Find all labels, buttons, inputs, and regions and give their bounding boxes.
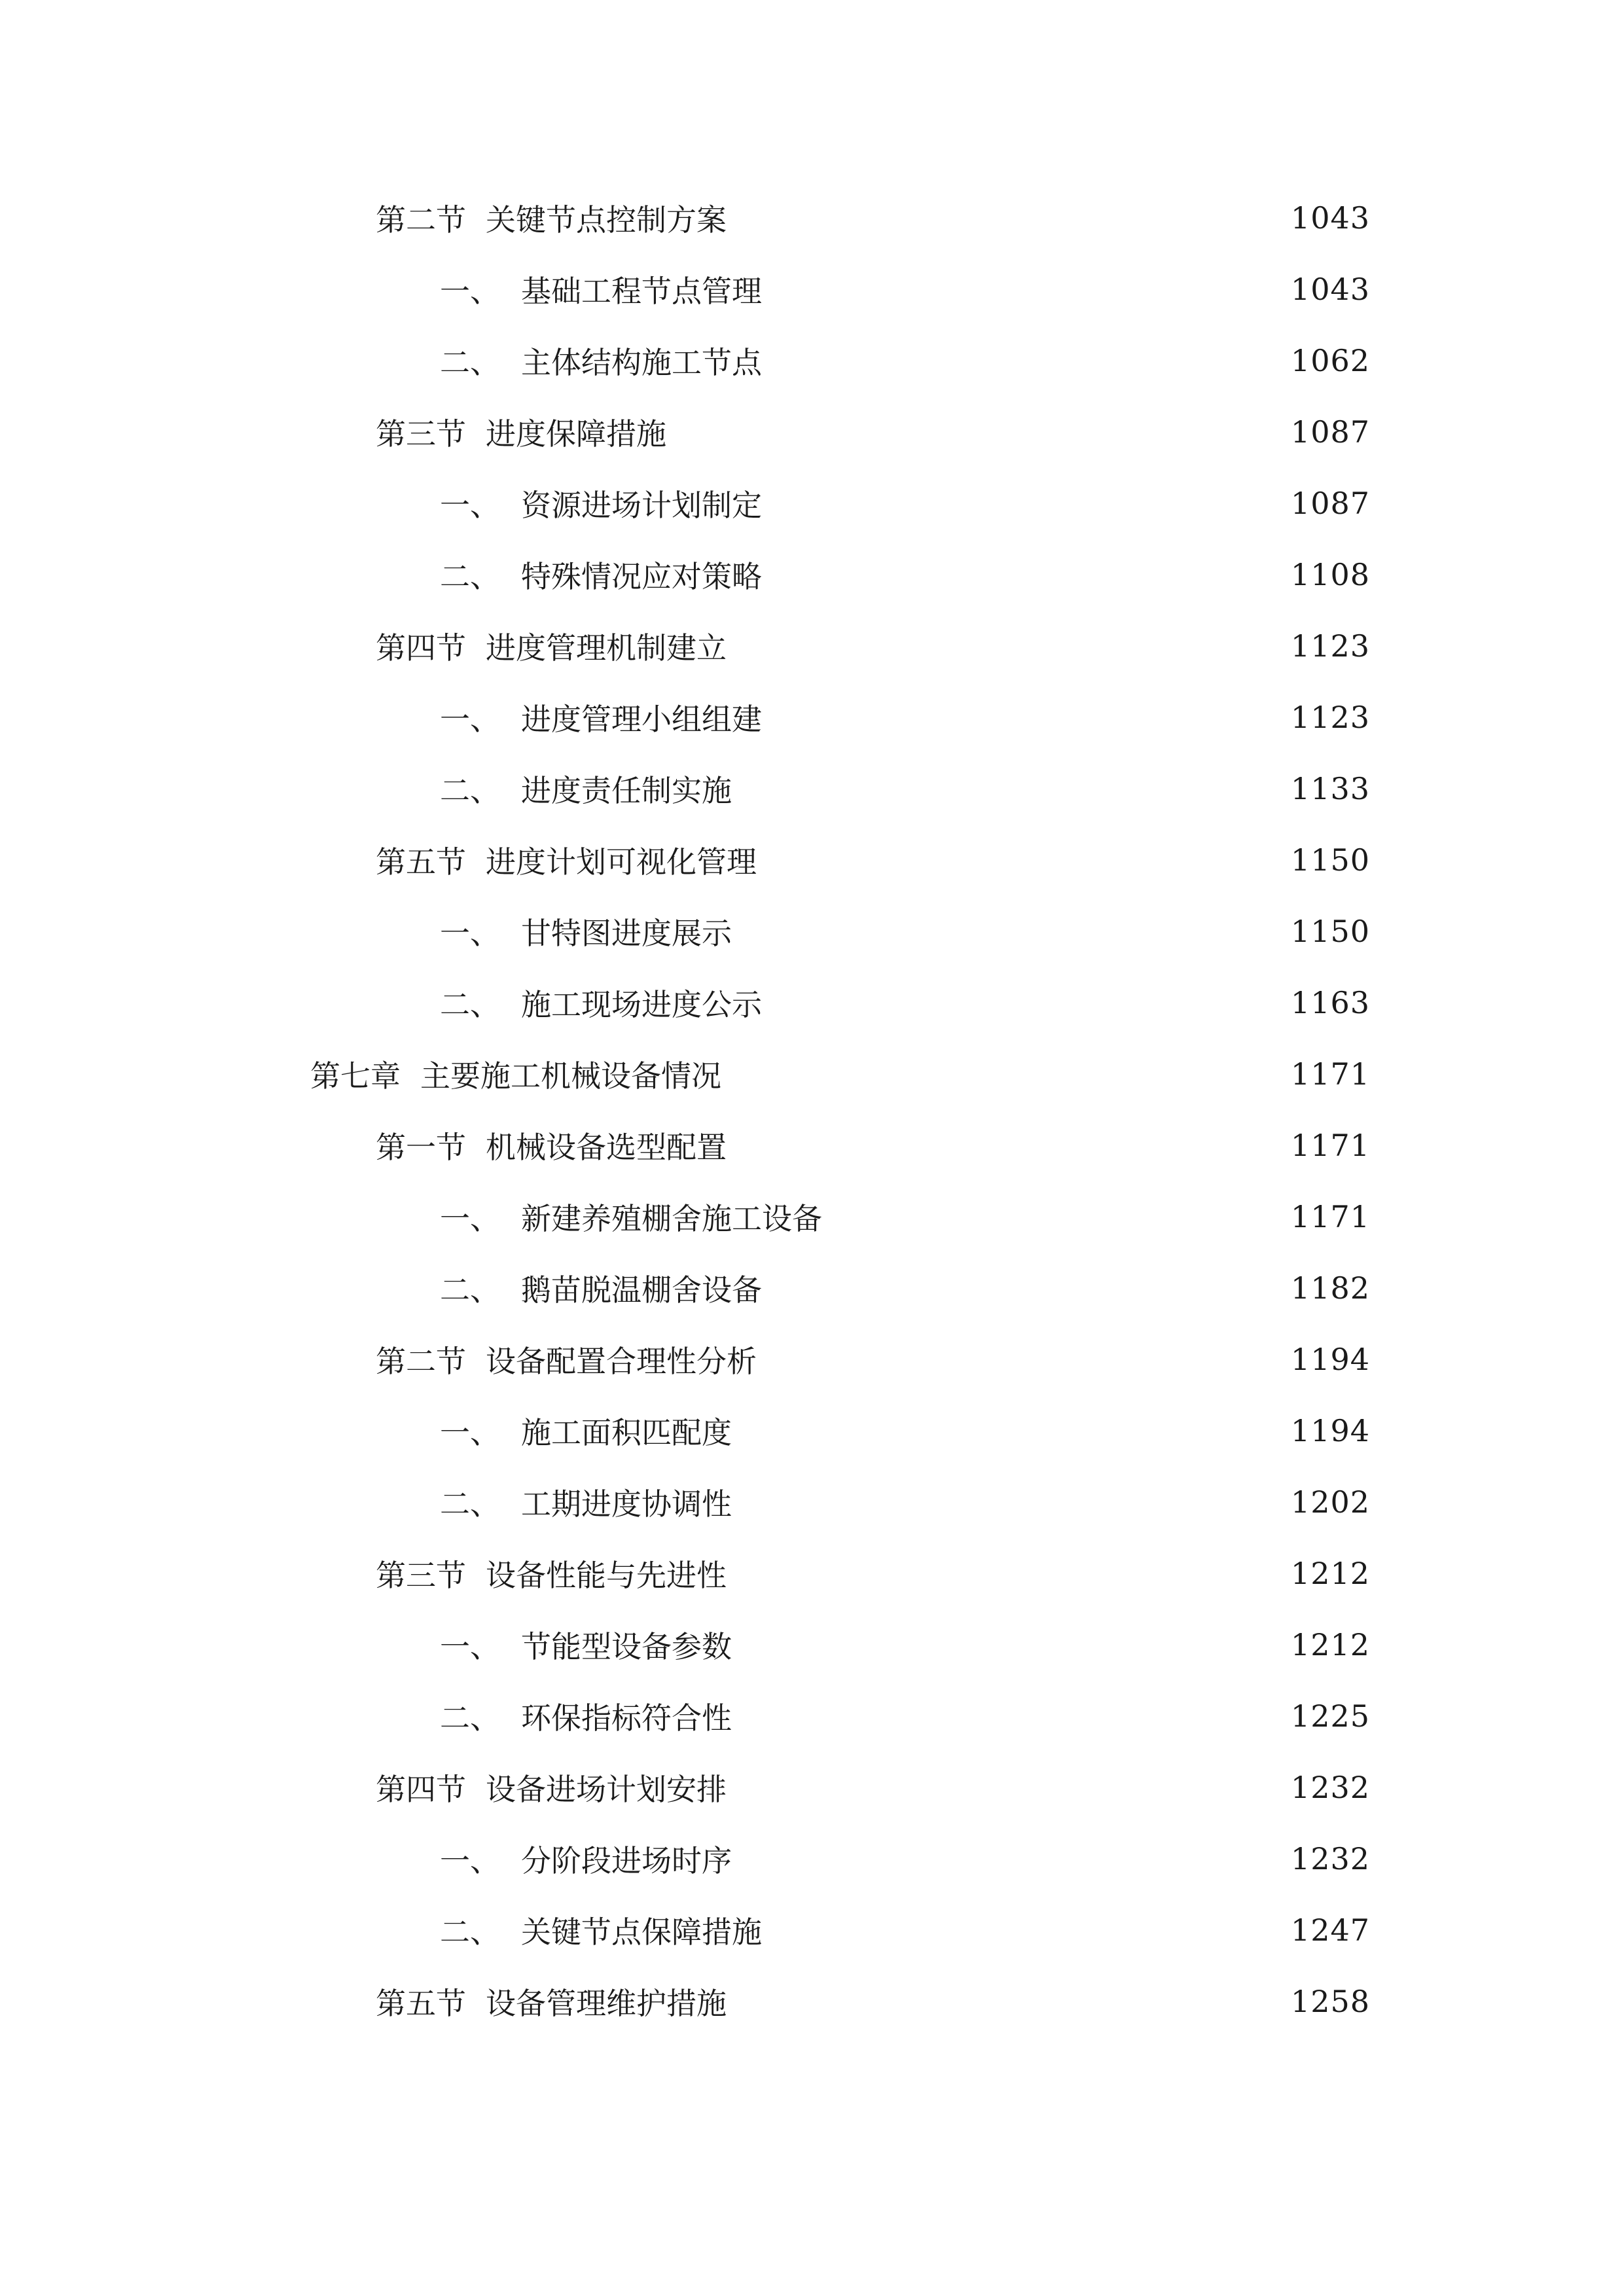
entry-title: 进度保障措施	[486, 416, 666, 452]
dot-leader	[775, 555, 1279, 594]
toc-entry[interactable]	[376, 412, 1370, 452]
dot-leader	[775, 983, 1279, 1022]
entry-page-number: 1247	[1290, 1912, 1370, 1948]
entry-title: 主要施工机械设备情况	[420, 1058, 721, 1094]
entry-title: 甘特图进度展示	[521, 916, 732, 951]
entry-number: 二、	[440, 1486, 500, 1522]
entry-page-number: 1150	[1290, 842, 1370, 878]
toc-entry[interactable]	[376, 1126, 1370, 1165]
dot-leader	[745, 1839, 1279, 1878]
entry-number: 第一节	[376, 1130, 466, 1165]
entry-number: 二、	[440, 1700, 500, 1736]
entry-page-number: 1108	[1290, 557, 1370, 592]
dot-leader	[745, 769, 1279, 808]
dot-leader	[734, 1054, 1279, 1094]
entry-title: 基础工程节点管理	[521, 274, 762, 309]
entry-number: 一、	[440, 1629, 500, 1664]
entry-title: 特殊情况应对策略	[521, 559, 762, 594]
entry-page-number: 1123	[1290, 700, 1370, 735]
entry-page-number: 1212	[1290, 1627, 1370, 1662]
entry-number: 一、	[440, 916, 500, 951]
entry-number: 第四节	[376, 630, 466, 666]
toc-entry[interactable]	[376, 1768, 1370, 1807]
entry-title: 设备进场计划安排	[486, 1772, 727, 1807]
toc-entry[interactable]	[440, 912, 1370, 951]
entry-title: 进度管理小组组建	[521, 702, 762, 737]
entry-page-number: 1182	[1290, 1270, 1370, 1306]
entry-page-number: 1087	[1290, 414, 1370, 450]
dot-leader	[745, 1411, 1279, 1450]
dot-leader	[740, 1126, 1279, 1165]
entry-title: 鹅苗脱温棚舍设备	[521, 1272, 762, 1308]
toc-entry[interactable]	[440, 1696, 1370, 1736]
toc-entry[interactable]	[440, 769, 1370, 808]
toc-entry[interactable]	[440, 698, 1370, 737]
entry-number: 第三节	[376, 416, 466, 452]
toc-entry[interactable]	[376, 1340, 1370, 1379]
toc-entry[interactable]	[440, 484, 1370, 523]
toc-entry[interactable]	[440, 1411, 1370, 1450]
toc-entry[interactable]	[440, 1268, 1370, 1308]
entry-page-number: 1202	[1290, 1484, 1370, 1520]
entry-number: 第四节	[376, 1772, 466, 1807]
entry-page-number: 1123	[1290, 628, 1370, 664]
dot-leader	[745, 1696, 1279, 1736]
dot-leader	[770, 1340, 1279, 1379]
entry-page-number: 1171	[1290, 1056, 1370, 1092]
toc-entry[interactable]	[310, 1054, 1370, 1094]
entry-number: 第二节	[376, 1344, 466, 1379]
entry-page-number: 1133	[1290, 771, 1370, 806]
entry-title: 关键节点控制方案	[486, 202, 727, 238]
entry-title: 设备配置合理性分析	[486, 1344, 757, 1379]
entry-number: 二、	[440, 773, 500, 808]
dot-leader	[679, 412, 1279, 452]
entry-title: 进度计划可视化管理	[486, 844, 757, 880]
dot-leader	[740, 626, 1279, 666]
entry-page-number: 1043	[1290, 200, 1370, 236]
entry-number: 一、	[440, 488, 500, 523]
dot-leader	[775, 484, 1279, 523]
dot-leader	[745, 1625, 1279, 1664]
entry-page-number: 1194	[1290, 1413, 1370, 1448]
entry-title: 主体结构施工节点	[521, 345, 762, 380]
toc-entry[interactable]	[376, 1982, 1370, 2021]
entry-title: 机械设备选型配置	[486, 1130, 727, 1165]
entry-number: 二、	[440, 1272, 500, 1308]
entry-page-number: 1043	[1290, 272, 1370, 307]
entry-number: 一、	[440, 1415, 500, 1450]
dot-leader	[745, 1482, 1279, 1522]
entry-page-number: 1087	[1290, 486, 1370, 521]
toc-entry[interactable]	[440, 1625, 1370, 1664]
entry-title: 进度责任制实施	[521, 773, 732, 808]
entry-title: 设备管理维护措施	[486, 1986, 727, 2021]
entry-page-number: 1225	[1290, 1698, 1370, 1734]
entry-number: 第五节	[376, 844, 466, 880]
entry-page-number: 1062	[1290, 343, 1370, 378]
entry-number: 一、	[440, 1201, 500, 1236]
entry-page-number: 1194	[1290, 1342, 1370, 1377]
entry-number: 一、	[440, 1843, 500, 1878]
dot-leader	[775, 1268, 1279, 1308]
dot-leader	[745, 912, 1279, 951]
dot-leader	[740, 1768, 1279, 1807]
entry-title: 设备性能与先进性	[486, 1558, 727, 1593]
toc-entry[interactable]	[376, 1554, 1370, 1593]
entry-number: 第三节	[376, 1558, 466, 1593]
entry-title: 工期进度协调性	[521, 1486, 732, 1522]
dot-leader	[835, 1197, 1279, 1236]
entry-title: 进度管理机制建立	[486, 630, 727, 666]
dot-leader	[775, 1910, 1279, 1950]
entry-title: 节能型设备参数	[521, 1629, 732, 1664]
entry-number: 第二节	[376, 202, 466, 238]
toc-entry[interactable]	[440, 1482, 1370, 1522]
dot-leader	[740, 1554, 1279, 1593]
entry-title: 新建养殖棚舍施工设备	[521, 1201, 822, 1236]
entry-page-number: 1150	[1290, 914, 1370, 949]
dot-leader	[770, 840, 1279, 880]
toc-entry[interactable]	[440, 1839, 1370, 1878]
entry-page-number: 1212	[1290, 1556, 1370, 1591]
toc-entry[interactable]	[440, 983, 1370, 1022]
dot-leader	[775, 341, 1279, 380]
entry-number: 第七章	[310, 1058, 401, 1094]
entry-number: 一、	[440, 274, 500, 309]
entry-page-number: 1232	[1290, 1841, 1370, 1876]
entry-title: 关键节点保障措施	[521, 1914, 762, 1950]
dot-leader	[775, 698, 1279, 737]
entry-number: 二、	[440, 1914, 500, 1950]
entry-title: 分阶段进场时序	[521, 1843, 732, 1878]
toc-entry[interactable]	[376, 840, 1370, 880]
toc-entry[interactable]	[440, 341, 1370, 380]
dot-leader	[740, 1982, 1279, 2021]
entry-page-number: 1171	[1290, 1199, 1370, 1234]
entry-title: 环保指标符合性	[521, 1700, 732, 1736]
entry-title: 施工面积匹配度	[521, 1415, 732, 1450]
toc-entry[interactable]	[440, 1197, 1370, 1236]
entry-number: 二、	[440, 345, 500, 380]
entry-page-number: 1163	[1290, 985, 1370, 1020]
toc-entry[interactable]	[376, 198, 1370, 238]
entry-page-number: 1171	[1290, 1128, 1370, 1163]
toc-entry[interactable]	[376, 626, 1370, 666]
dot-leader	[775, 270, 1279, 309]
entry-number: 二、	[440, 559, 500, 594]
entry-number: 二、	[440, 987, 500, 1022]
entry-number: 一、	[440, 702, 500, 737]
entry-title: 施工现场进度公示	[521, 987, 762, 1022]
entry-page-number: 1258	[1290, 1984, 1370, 2019]
toc-entry[interactable]	[440, 270, 1370, 309]
toc-entry[interactable]	[440, 1910, 1370, 1950]
entry-title: 资源进场计划制定	[521, 488, 762, 523]
dot-leader	[740, 198, 1279, 238]
entry-page-number: 1232	[1290, 1770, 1370, 1805]
entry-number: 第五节	[376, 1986, 466, 2021]
toc-entry[interactable]	[440, 555, 1370, 594]
